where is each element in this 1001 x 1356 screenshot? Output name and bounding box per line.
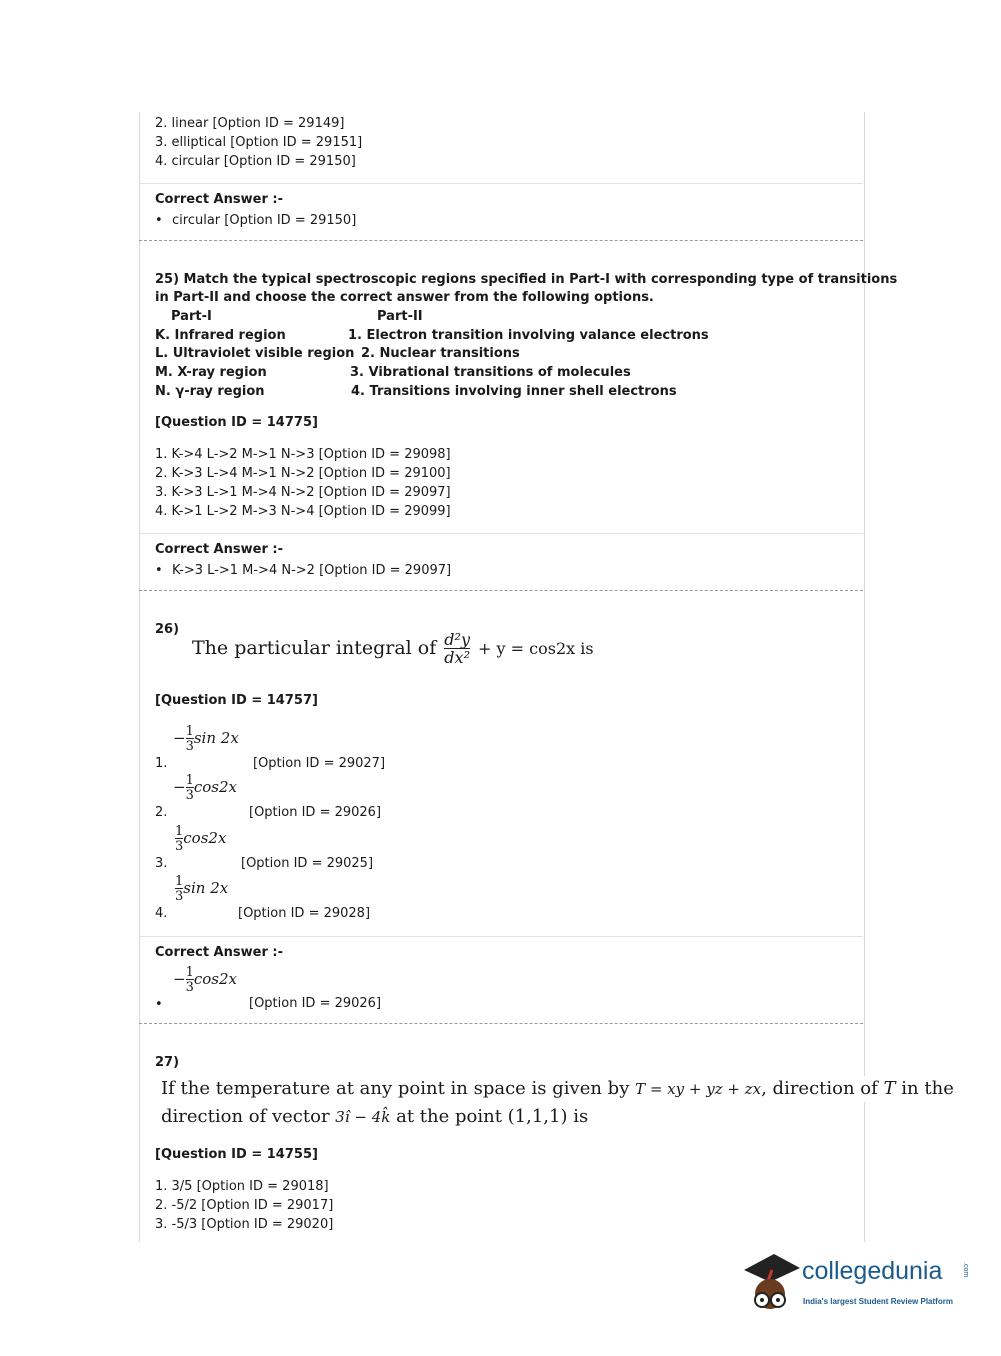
function: cos2x bbox=[193, 970, 237, 988]
q26-option-id: [Option ID = 29028] bbox=[238, 906, 371, 921]
sign: − bbox=[173, 778, 186, 796]
q27-question-id: [Question ID = 14755] bbox=[155, 1147, 318, 1162]
denominator: 3 bbox=[185, 739, 194, 754]
q26-question-id: [Question ID = 14757] bbox=[155, 693, 318, 708]
q25-part1-item: N. γ-ray region bbox=[155, 384, 265, 399]
divider bbox=[139, 533, 863, 534]
numerator: 1 bbox=[175, 824, 184, 839]
q25-option-3: 3. K->3 L->1 M->4 N->2 [Option ID = 29097] bbox=[155, 485, 451, 500]
q24-option-4: 4. circular [Option ID = 29150] bbox=[155, 154, 356, 169]
q26-correct-expression bbox=[173, 966, 237, 994]
q26-option-id: [Option ID = 29027] bbox=[253, 756, 386, 771]
q24-correct-answer: • circular [Option ID = 29150] bbox=[172, 212, 356, 230]
denominator: 3 bbox=[175, 839, 184, 854]
q25-correct-label: Correct Answer :- bbox=[155, 542, 283, 557]
question-separator bbox=[139, 1023, 863, 1024]
denominator: 3 bbox=[185, 980, 194, 995]
q26-stem-text: The particular integral of bbox=[192, 637, 437, 659]
q26-stem-rest: + y = cos2x is bbox=[478, 639, 594, 658]
q24-correct-label: Correct Answer :- bbox=[155, 192, 283, 207]
q27-option-1: 1. 3/5 [Option ID = 29018] bbox=[155, 1179, 329, 1194]
q25-option-4: 4. K->1 L->2 M->3 N->4 [Option ID = 29099] bbox=[155, 504, 451, 519]
q27-option-2: 2. -5/2 [Option ID = 29017] bbox=[155, 1198, 334, 1213]
denominator: 3 bbox=[185, 788, 194, 803]
fraction bbox=[186, 966, 194, 994]
q25-option-1: 1. K->4 L->2 M->1 N->3 [Option ID = 29098] bbox=[155, 447, 451, 462]
question-separator bbox=[139, 240, 863, 241]
q25-part1-heading: Part-I bbox=[171, 309, 212, 324]
q26-stem bbox=[192, 620, 594, 676]
math: T bbox=[883, 1078, 896, 1099]
q26-derivative-denominator: dx² bbox=[444, 648, 470, 667]
sign: − bbox=[173, 729, 186, 747]
numerator: 1 bbox=[185, 965, 194, 980]
q26-correct-label: Correct Answer :- bbox=[155, 945, 283, 960]
text: direction of vector bbox=[161, 1106, 330, 1127]
fraction bbox=[186, 725, 194, 753]
q25-part2-item: 3. Vibrational transitions of molecules bbox=[350, 365, 631, 380]
q26-option-expression bbox=[173, 774, 237, 802]
question-separator bbox=[139, 590, 863, 591]
q25-option-2: 2. K->3 L->4 M->1 N->2 [Option ID = 29100] bbox=[155, 466, 451, 481]
q26-option-number: 3. bbox=[155, 856, 168, 871]
q27-stem-line1 bbox=[161, 1076, 958, 1102]
q26-derivative-fraction bbox=[444, 632, 470, 666]
divider bbox=[139, 183, 863, 184]
q26-option-expression bbox=[175, 875, 228, 903]
logo-brand: collegedunia bbox=[802, 1257, 943, 1285]
text: If the temperature at any point in space is given by bbox=[161, 1078, 630, 1099]
numerator: 1 bbox=[175, 874, 184, 889]
q27-option-3: 3. -5/3 [Option ID = 29020] bbox=[155, 1217, 334, 1232]
q25-stem-line1: 25) Match the typical spectroscopic regions specified in Part-I with corresponding type of transitions bbox=[155, 272, 898, 287]
q25-part2-heading: Part-II bbox=[377, 309, 423, 324]
q25-part2-item: 4. Transitions involving inner shell electrons bbox=[351, 384, 677, 399]
numerator: 1 bbox=[185, 724, 194, 739]
q25-part1-item: M. X-ray region bbox=[155, 365, 267, 380]
function: cos2x bbox=[193, 778, 237, 796]
mascot-icon bbox=[740, 1248, 802, 1318]
q26-option-id: [Option ID = 29026] bbox=[249, 805, 382, 820]
q24-option-2: 2. linear [Option ID = 29149] bbox=[155, 116, 345, 131]
denominator: 3 bbox=[175, 889, 184, 904]
q26-derivative-numerator: d²y bbox=[444, 630, 470, 649]
text: in the bbox=[901, 1078, 954, 1099]
q25-part1-item: K. Infrared region bbox=[155, 328, 286, 343]
q26-correct-option-id: [Option ID = 29026] bbox=[249, 996, 382, 1011]
q25-question-id: [Question ID = 14775] bbox=[155, 415, 318, 430]
text: at the point (1,1,1) is bbox=[396, 1106, 589, 1127]
q25-correct-answer: • K->3 L->1 M->4 N->2 [Option ID = 29097] bbox=[172, 562, 451, 580]
q27-number: 27) bbox=[155, 1055, 180, 1070]
text: , direction of bbox=[761, 1078, 878, 1099]
q26-option-expression bbox=[173, 725, 239, 753]
q26-option-number: 2. bbox=[155, 805, 168, 820]
q25-part2-item: 1. Electron transition involving valance electrons bbox=[348, 328, 709, 343]
q25-part2-item: 2. Nuclear transitions bbox=[361, 346, 520, 361]
math: T = xy + yz + zx bbox=[635, 1080, 762, 1098]
q26-number: 26) bbox=[155, 622, 180, 637]
collegedunia-logo bbox=[740, 1248, 970, 1318]
q26-option-id: [Option ID = 29025] bbox=[241, 856, 374, 871]
math: 3î − 4k̂ bbox=[335, 1108, 391, 1126]
q27-stem-line2 bbox=[161, 1104, 588, 1130]
logo-tagline: India's largest Student Review Platform bbox=[803, 1297, 953, 1306]
function: sin 2x bbox=[193, 729, 239, 747]
sign: − bbox=[173, 970, 186, 988]
function: sin 2x bbox=[183, 879, 229, 897]
divider bbox=[139, 936, 863, 937]
logo-suffix: .com bbox=[962, 1262, 969, 1278]
q26-option-number: 4. bbox=[155, 906, 168, 921]
q25-stem-line2: in Part-II and choose the correct answer from the following options. bbox=[155, 290, 654, 305]
q26-option-expression bbox=[175, 825, 226, 853]
function: cos2x bbox=[183, 829, 227, 847]
q25-part1-item: L. Ultraviolet visible region bbox=[155, 346, 355, 361]
q26-option-number: 1. bbox=[155, 756, 168, 771]
numerator: 1 bbox=[185, 773, 194, 788]
fraction bbox=[186, 774, 194, 802]
q24-option-3: 3. elliptical [Option ID = 29151] bbox=[155, 135, 363, 150]
bullet-icon: • bbox=[155, 997, 163, 1012]
